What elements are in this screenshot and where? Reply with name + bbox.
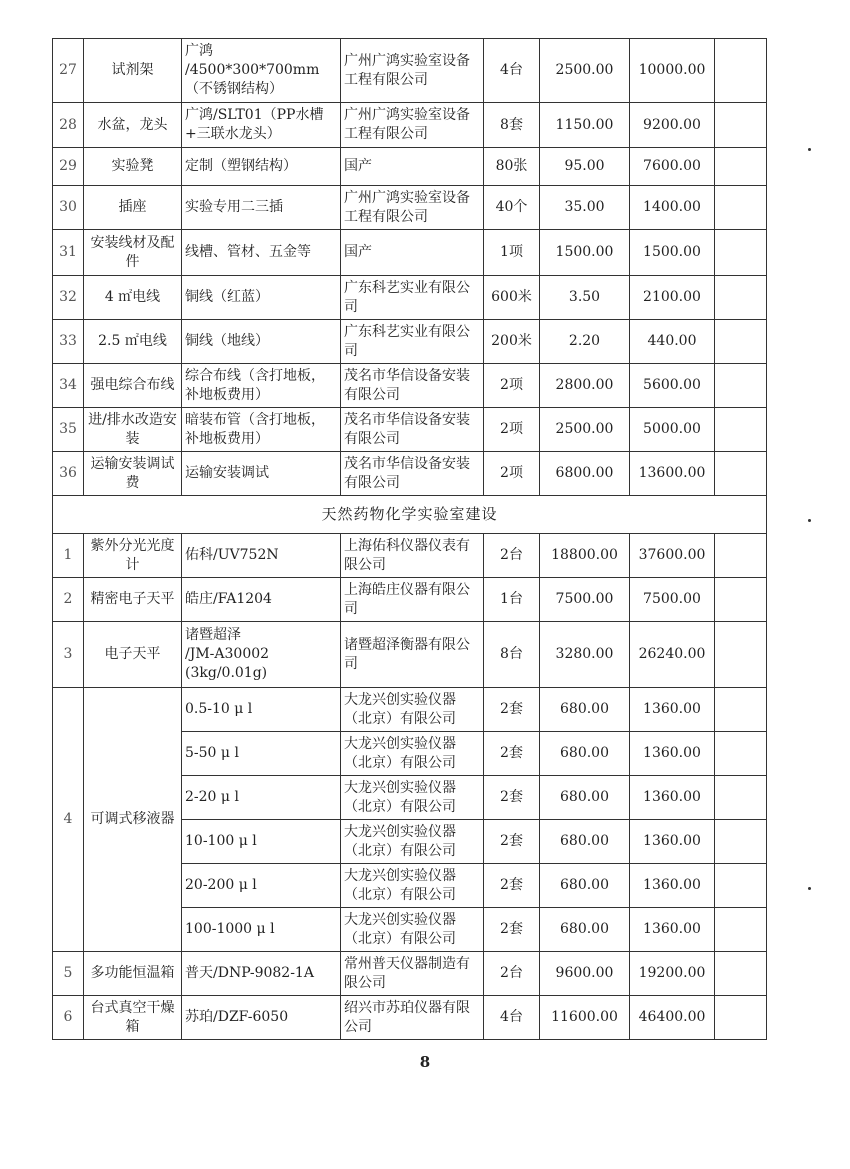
table-row [53,622,767,688]
item-total: 26240.00 [630,622,715,688]
item-remarks [715,186,767,230]
table-row [53,364,767,408]
row-number: 36 [53,452,84,496]
item-remarks [715,732,767,776]
item-remarks [715,408,767,452]
item-quantity: 2套 [484,820,540,864]
row-number: 2 [53,578,84,622]
item-unit-price: 1500.00 [540,230,630,276]
row-number: 1 [53,534,84,578]
item-vendor: 茂名市华信设备安装有限公司 [341,452,484,496]
section-title: 天然药物化学实验室建设 [53,496,767,534]
item-name: 台式真空干燥箱 [84,996,182,1040]
item-spec: 运输安装调试 [182,452,341,496]
item-unit-price: 2500.00 [540,39,630,103]
item-vendor: 大龙兴创实验仪器（北京）有限公司 [341,908,484,952]
table-row [53,39,767,103]
item-unit-price: 680.00 [540,688,630,732]
item-name: 试剂架 [84,39,182,103]
item-spec: 铜线（地线） [182,320,341,364]
item-total: 7600.00 [630,148,715,186]
item-quantity: 4台 [484,39,540,103]
item-total: 13600.00 [630,452,715,496]
item-unit-price: 18800.00 [540,534,630,578]
item-quantity: 2套 [484,688,540,732]
item-quantity: 2台 [484,534,540,578]
item-spec: 广鸿/SLT01（PP水槽+三联水龙头） [182,103,341,148]
item-remarks [715,39,767,103]
item-vendor: 国产 [341,148,484,186]
item-spec: 20-200 μ l [182,864,341,908]
item-quantity: 80张 [484,148,540,186]
row-number: 31 [53,230,84,276]
item-total: 1360.00 [630,776,715,820]
item-remarks [715,230,767,276]
item-spec: 100-1000 μ l [182,908,341,952]
item-unit-price: 2800.00 [540,364,630,408]
table-row [53,186,767,230]
item-name: 强电综合布线 [84,364,182,408]
item-remarks [715,688,767,732]
item-name: 4 ㎡电线 [84,276,182,320]
item-remarks [715,996,767,1040]
item-vendor: 大龙兴创实验仪器（北京）有限公司 [341,820,484,864]
item-spec: 苏珀/DZF-6050 [182,996,341,1040]
item-vendor: 大龙兴创实验仪器（北京）有限公司 [341,688,484,732]
item-vendor: 茂名市华信设备安装有限公司 [341,364,484,408]
row-number: 33 [53,320,84,364]
item-total: 5000.00 [630,408,715,452]
row-number: 29 [53,148,84,186]
item-name: 电子天平 [84,622,182,688]
item-total: 1360.00 [630,820,715,864]
item-spec: 10-100 μ l [182,820,341,864]
item-remarks [715,534,767,578]
item-vendor: 上海皓庄仪器有限公司 [341,578,484,622]
item-name: 实验凳 [84,148,182,186]
item-name: 安装线材及配件 [84,230,182,276]
row-number: 34 [53,364,84,408]
section-row [53,496,767,534]
item-vendor: 常州普天仪器制造有限公司 [341,952,484,996]
item-remarks [715,103,767,148]
item-vendor: 广州广鸿实验室设备工程有限公司 [341,186,484,230]
item-vendor: 大龙兴创实验仪器（北京）有限公司 [341,776,484,820]
item-remarks [715,908,767,952]
item-total: 37600.00 [630,534,715,578]
item-total: 9200.00 [630,103,715,148]
item-unit-price: 35.00 [540,186,630,230]
row-number: 35 [53,408,84,452]
item-quantity: 600米 [484,276,540,320]
item-remarks [715,820,767,864]
item-unit-price: 2500.00 [540,408,630,452]
item-remarks [715,776,767,820]
item-total: 19200.00 [630,952,715,996]
item-unit-price: 95.00 [540,148,630,186]
row-number: 3 [53,622,84,688]
item-quantity: 2项 [484,408,540,452]
item-unit-price: 1150.00 [540,103,630,148]
item-quantity: 2项 [484,364,540,408]
item-quantity: 8套 [484,103,540,148]
item-total: 7500.00 [630,578,715,622]
scan-speck [808,148,811,151]
item-total: 1400.00 [630,186,715,230]
item-total: 1360.00 [630,732,715,776]
item-total: 1360.00 [630,908,715,952]
item-unit-price: 6800.00 [540,452,630,496]
item-spec: 佑科/UV752N [182,534,341,578]
item-total: 1500.00 [630,230,715,276]
item-unit-price: 2.20 [540,320,630,364]
item-spec: 广鸿 /4500*300*700mm （不锈钢结构） [182,39,341,103]
item-total: 1360.00 [630,864,715,908]
equipment-table [52,38,767,1040]
item-name: 运输安装调试费 [84,452,182,496]
item-vendor: 上海佑科仪器仪表有限公司 [341,534,484,578]
row-number: 27 [53,39,84,103]
item-name: 多功能恒温箱 [84,952,182,996]
row-number: 4 [53,688,84,952]
table-row [53,452,767,496]
item-name: 2.5 ㎡电线 [84,320,182,364]
item-remarks [715,864,767,908]
item-remarks [715,276,767,320]
item-spec: 普天/DNP-9082-1A [182,952,341,996]
row-number: 6 [53,996,84,1040]
item-quantity: 4台 [484,996,540,1040]
item-remarks [715,622,767,688]
item-quantity: 1台 [484,578,540,622]
item-quantity: 2套 [484,732,540,776]
item-remarks [715,148,767,186]
item-unit-price: 680.00 [540,864,630,908]
item-spec: 暗装布管（含打地板，补地板费用） [182,408,341,452]
item-quantity: 8台 [484,622,540,688]
item-vendor: 绍兴市苏珀仪器有限公司 [341,996,484,1040]
item-quantity: 2台 [484,952,540,996]
item-unit-price: 680.00 [540,908,630,952]
item-vendor: 茂名市华信设备安装有限公司 [341,408,484,452]
item-spec: 铜线（红蓝） [182,276,341,320]
item-remarks [715,952,767,996]
row-number: 28 [53,103,84,148]
table-row [53,320,767,364]
item-quantity: 2项 [484,452,540,496]
table-row [53,952,767,996]
item-remarks [715,364,767,408]
table-row [53,103,767,148]
table-row [53,276,767,320]
item-name: 水盆，龙头 [84,103,182,148]
table-row [53,408,767,452]
table-row [53,688,767,732]
item-spec: 0.5-10 μ l [182,688,341,732]
item-vendor: 国产 [341,230,484,276]
item-unit-price: 680.00 [540,732,630,776]
item-name: 插座 [84,186,182,230]
item-quantity: 2套 [484,908,540,952]
item-total: 10000.00 [630,39,715,103]
item-spec: 线槽、管材、五金等 [182,230,341,276]
item-spec: 实验专用二三插 [182,186,341,230]
item-remarks [715,578,767,622]
row-number: 5 [53,952,84,996]
item-remarks [715,452,767,496]
item-vendor: 广东科艺实业有限公司 [341,276,484,320]
table-row [53,578,767,622]
item-spec: 综合布线（含打地板，补地板费用） [182,364,341,408]
item-name: 进/排水改造安装 [84,408,182,452]
table-row [53,996,767,1040]
page-number: 8 [419,1053,431,1071]
item-spec: 皓庄/FA1204 [182,578,341,622]
item-vendor: 诸暨超泽衡器有限公司 [341,622,484,688]
item-vendor: 广东科艺实业有限公司 [341,320,484,364]
item-vendor: 广州广鸿实验室设备工程有限公司 [341,103,484,148]
item-total: 440.00 [630,320,715,364]
table-row [53,230,767,276]
table-row [53,534,767,578]
item-remarks [715,320,767,364]
table-row [53,148,767,186]
item-unit-price: 3.50 [540,276,630,320]
item-unit-price: 9600.00 [540,952,630,996]
item-vendor: 大龙兴创实验仪器（北京）有限公司 [341,732,484,776]
item-unit-price: 680.00 [540,820,630,864]
scan-speck [808,519,811,522]
item-quantity: 1项 [484,230,540,276]
item-name: 精密电子天平 [84,578,182,622]
item-quantity: 200米 [484,320,540,364]
row-number: 32 [53,276,84,320]
item-quantity: 40个 [484,186,540,230]
item-total: 2100.00 [630,276,715,320]
item-quantity: 2套 [484,776,540,820]
item-vendor: 大龙兴创实验仪器（北京）有限公司 [341,864,484,908]
item-vendor: 广州广鸿实验室设备工程有限公司 [341,39,484,103]
item-spec: 定制（塑钢结构） [182,148,341,186]
item-spec: 诸暨超泽 /JM-A30002 (3kg/0.01g) [182,622,341,688]
item-unit-price: 3280.00 [540,622,630,688]
item-spec: 2-20 μ l [182,776,341,820]
item-total: 5600.00 [630,364,715,408]
item-spec: 5-50 μ l [182,732,341,776]
item-unit-price: 680.00 [540,776,630,820]
scan-speck [808,887,811,890]
item-total: 1360.00 [630,688,715,732]
item-name: 紫外分光光度计 [84,534,182,578]
row-number: 30 [53,186,84,230]
item-quantity: 2套 [484,864,540,908]
item-unit-price: 7500.00 [540,578,630,622]
item-unit-price: 11600.00 [540,996,630,1040]
item-name: 可调式移液器 [84,688,182,952]
item-total: 46400.00 [630,996,715,1040]
